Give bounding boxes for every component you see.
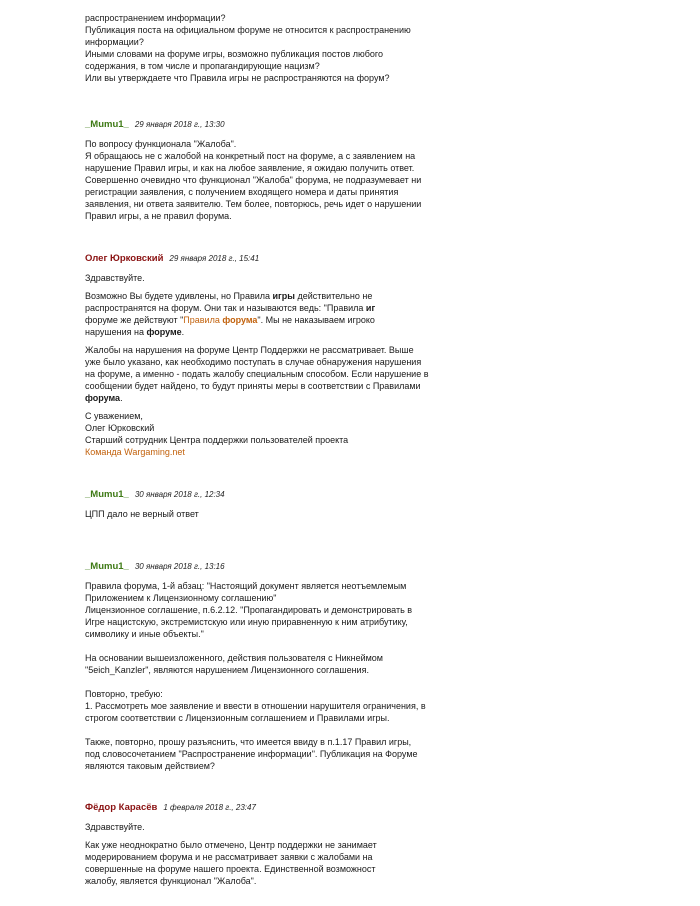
- text-line: форуме же действуют "Правила форума". Мы не наказываем игроко: [85, 315, 375, 325]
- text-line: На основании вышеизложенного, действия пользователя с Никнеймом: [85, 653, 383, 663]
- text-line: Игре нацистскую, экстремистскую или иную приравненную к ним атрибутику,: [85, 617, 408, 627]
- text-line: Или вы утверждаете что Правила игры не распространяются на форум?: [85, 73, 390, 83]
- post-author[interactable]: Олег Юрковский: [85, 253, 164, 264]
- text-line: 1. Рассмотреть мое заявление и ввести в отношении нарушителя ограничения, в: [85, 701, 426, 711]
- text-line: Лицензионное соглашение, п.6.2.12. "Пропагандировать и демонстрировать в: [85, 605, 413, 615]
- forum-post: [85, 118, 422, 222]
- post-author[interactable]: _Mumu1_: [85, 119, 129, 130]
- text-line: Я обращаюсь не с жалобой на конкретный пост на форуме, а с заявлением на: [85, 151, 416, 161]
- post-body: [85, 821, 415, 887]
- post-body: [85, 580, 426, 772]
- post-date: 29 января 2018 г., 13:30: [134, 120, 225, 129]
- text-line: регистрации заявления, с получением входящего номера и даты принятия: [85, 187, 399, 197]
- text-line: под словосочетанием "Распространение информации". Публикация на Форуме: [85, 749, 418, 759]
- text-line: информации?: [85, 37, 144, 47]
- forum-post: [85, 560, 426, 772]
- text-line: Возможно Вы будете удивлены, но Правила игры действительно не: [85, 291, 373, 301]
- text-line: "5eich_Kanzler", являются нарушением Лицензионного соглашения.: [85, 665, 369, 675]
- signature-title: Старший сотрудник Центра поддержки пользователей проекта: [85, 435, 349, 445]
- team-link[interactable]: Команда Wargaming.net: [85, 447, 185, 457]
- text-line: Повторно, требую:: [85, 689, 163, 699]
- post-date: 29 января 2018 г., 15:41: [169, 254, 260, 263]
- text-line: Жалобы на нарушения на форуме Центр Поддержки не рассматривает. Выше: [85, 345, 414, 355]
- post-header: [85, 488, 415, 500]
- post-date: 30 января 2018 г., 13:16: [134, 562, 225, 571]
- signature-line: С уважением,: [85, 411, 143, 421]
- post-author[interactable]: Фёдор Карасёв: [85, 802, 158, 813]
- forum-rules-link[interactable]: Правила форума: [183, 315, 258, 325]
- text-line: Правила форума, 1-й абзац: "Настоящий документ является неотъемлемым: [85, 581, 407, 591]
- post-body: [85, 272, 429, 458]
- text-line: заявления, ни ответа заявителю. Тем более, повторюсь, речь идет о нарушении: [85, 199, 422, 209]
- text-line: Публикация поста на официальном форуме не относится к распространению: [85, 25, 411, 35]
- text-line: на форуме, а именно - подать жалобу специальным способом. Если нарушение в: [85, 369, 429, 379]
- text-line: форума.: [85, 393, 123, 403]
- text-line: Совершенно очевидно что функционал "Жалоба" форума, не подразумевает ни: [85, 175, 422, 185]
- text-line: являются таковым действием?: [85, 761, 215, 771]
- greeting: Здравствуйте.: [85, 273, 145, 283]
- text-line: Как уже неоднократно было отмечено, Центр поддержки не занимает: [85, 840, 377, 850]
- text-line: жалобу, является функционал "Жалоба".: [85, 876, 257, 886]
- post-header: [85, 560, 415, 572]
- text-line: нарушение Правил игры, и как на любое заявление, я ожидаю получить ответ.: [85, 163, 415, 173]
- text-line: уже было указано, как необходимо поступать в случае обнаружения нарушения: [85, 357, 422, 367]
- post-header: [85, 801, 415, 813]
- post-date: 30 января 2018 г., 12:34: [134, 490, 225, 499]
- text-line: содержания, в том числе и пропагандирующие нацизм?: [85, 61, 320, 71]
- text-line: ЦПП дало не верный ответ: [85, 509, 199, 519]
- post-author[interactable]: _Mumu1_: [85, 489, 129, 500]
- post-author[interactable]: _Mumu1_: [85, 561, 129, 572]
- text-line: По вопросу функционала "Жалоба".: [85, 139, 237, 149]
- text-line: символику и иные объекты.": [85, 629, 204, 639]
- post-body: [85, 138, 422, 222]
- text-line: распространением информации?: [85, 13, 226, 23]
- post-date: 1 февраля 2018 г., 23:47: [163, 803, 256, 812]
- post-continuation: [85, 12, 415, 84]
- text-line: Иными словами на форуме игры, возможно публикация постов любого: [85, 49, 383, 59]
- greeting: Здравствуйте.: [85, 822, 145, 832]
- forum-post: [85, 488, 415, 520]
- text-line: нарушения на форуме.: [85, 327, 185, 337]
- text-line: Также, повторно, прошу разъяснить, что имеется ввиду в п.1.17 Правил игры,: [85, 737, 412, 747]
- signature-name: Олег Юрковский: [85, 423, 155, 433]
- forum-post: [85, 252, 429, 458]
- forum-post: [85, 801, 415, 887]
- text-line: Правил игры, а не правил форума.: [85, 211, 232, 221]
- text-line: распространятся на форум. Они так и называются ведь: "Правила иг: [85, 303, 376, 313]
- post-body: [85, 508, 415, 520]
- text-line: строгом соответствии с Лицензионным соглашением и Правилами игры.: [85, 713, 390, 723]
- text-line: Приложением к Лицензионному соглашению": [85, 593, 277, 603]
- post-header: [85, 252, 415, 264]
- text-line: модерированием форума и не рассматривает заявки с жалобами на: [85, 852, 373, 862]
- post-header: [85, 118, 415, 130]
- text-line: сообщении будет найдено, то будут приняты меры в соответствии с Правилами: [85, 381, 421, 391]
- text-line: совершенные на форуме нашего проекта. Единственной возможност: [85, 864, 376, 874]
